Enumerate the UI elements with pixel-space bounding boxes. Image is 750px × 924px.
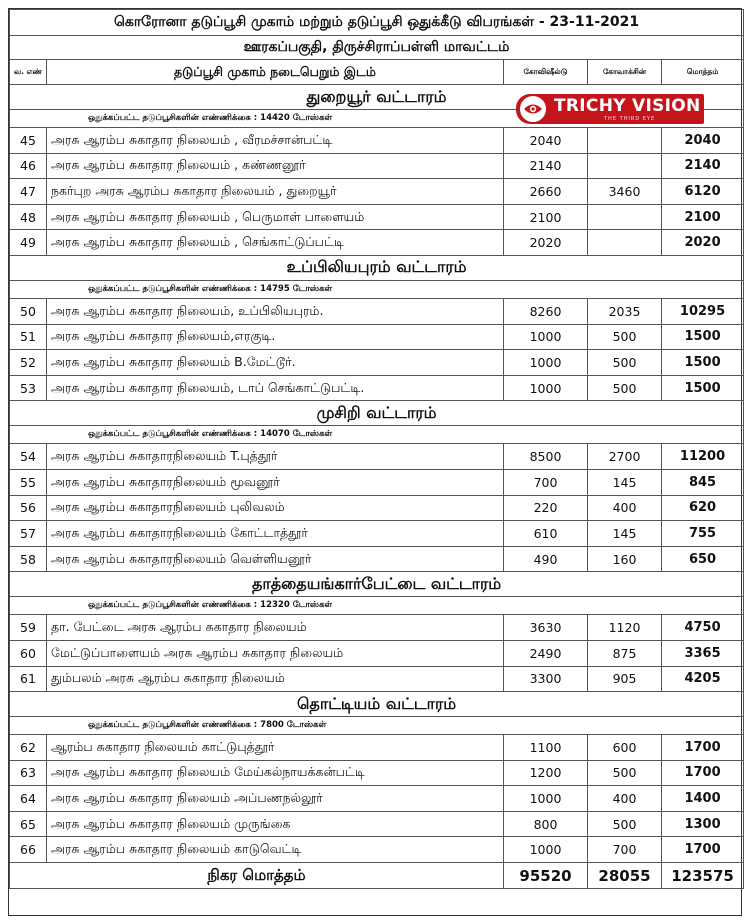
row-total: 2040 <box>662 128 744 154</box>
row-covishield: 610 <box>504 521 588 547</box>
row-place: அரசு ஆரம்ப சுகாதார நிலையம், டாப் செங்காட்டுபட்டி. <box>47 375 504 401</box>
grand-total-row <box>10 863 744 889</box>
column-header-row <box>10 60 744 85</box>
row-covaxin: 500 <box>588 324 662 350</box>
table-row <box>10 324 744 350</box>
row-covishield: 1000 <box>504 375 588 401</box>
row-covaxin: 400 <box>588 495 662 521</box>
row-covaxin: 145 <box>588 521 662 547</box>
row-place: அரசு ஆரம்ப சுகாதார நிலையம் அப்பணநல்லூர் <box>47 786 504 812</box>
table-row <box>10 735 744 761</box>
table-row <box>10 153 744 179</box>
row-place: அரசு ஆரம்ப சுகாதார நிலையம்,எரகுடி. <box>47 324 504 350</box>
row-covaxin <box>588 153 662 179</box>
block-doses-row <box>10 426 744 444</box>
row-place: அரசு ஆரம்ப சுகாதாரநிலையம் கோட்டாத்தூர் <box>47 521 504 547</box>
block-header-row <box>10 255 744 280</box>
row-sno: 47 <box>10 179 47 205</box>
row-covaxin: 500 <box>588 375 662 401</box>
table-row <box>10 615 744 641</box>
row-total: 1300 <box>662 811 744 837</box>
table-row <box>10 760 744 786</box>
block-header-row <box>10 692 744 717</box>
row-covaxin: 875 <box>588 640 662 666</box>
block-name: துறையூர் வட்டாரம் <box>10 85 744 110</box>
table-row <box>10 350 744 376</box>
row-covaxin: 2035 <box>588 298 662 324</box>
row-sno: 45 <box>10 128 47 154</box>
logo-tagline: THE THIRD EYE <box>604 116 656 122</box>
row-covishield: 490 <box>504 546 588 572</box>
table-row <box>10 837 744 863</box>
row-total: 11200 <box>662 444 744 470</box>
row-sno: 58 <box>10 546 47 572</box>
row-place: அரசு ஆரம்ப சுகாதாரநிலையம் வெள்ளியனூர் <box>47 546 504 572</box>
row-covishield: 2040 <box>504 128 588 154</box>
row-sno: 62 <box>10 735 47 761</box>
table-row <box>10 546 744 572</box>
row-sno: 46 <box>10 153 47 179</box>
row-covishield: 220 <box>504 495 588 521</box>
table-row <box>10 495 744 521</box>
row-covaxin: 400 <box>588 786 662 812</box>
row-covishield: 1000 <box>504 350 588 376</box>
row-covaxin: 2700 <box>588 444 662 470</box>
row-total: 650 <box>662 546 744 572</box>
row-covaxin: 160 <box>588 546 662 572</box>
row-place: அரசு ஆரம்ப சுகாதார நிலையம் முருங்கை <box>47 811 504 837</box>
table-row <box>10 666 744 692</box>
row-total: 845 <box>662 469 744 495</box>
row-covaxin <box>588 128 662 154</box>
table-row <box>10 128 744 154</box>
block-header-row <box>10 572 744 597</box>
row-place: அரசு ஆரம்ப சுகாதாரநிலையம் T.புத்தூர் <box>47 444 504 470</box>
row-place: அரசு ஆரம்ப சுகாதார நிலையம் , வீரமச்சான்பட்டி <box>47 128 504 154</box>
row-sno: 54 <box>10 444 47 470</box>
row-total: 620 <box>662 495 744 521</box>
row-sno: 63 <box>10 760 47 786</box>
block-name: உப்பிலியபுரம் வட்டாரம் <box>10 255 744 280</box>
row-sno: 60 <box>10 640 47 666</box>
row-total: 2100 <box>662 204 744 230</box>
grand-total-total: 123575 <box>662 863 744 889</box>
row-total: 1500 <box>662 324 744 350</box>
row-sno: 56 <box>10 495 47 521</box>
block-doses-note: ஒதுக்கப்பட்ட தடுப்பூசிகளின் எண்ணிக்கை : 7800 டோஸ்கள் <box>10 717 744 735</box>
block-doses-row <box>10 280 744 298</box>
table-row <box>10 640 744 666</box>
row-total: 6120 <box>662 179 744 205</box>
table-row <box>10 786 744 812</box>
row-total: 3365 <box>662 640 744 666</box>
row-sno: 65 <box>10 811 47 837</box>
row-covishield: 2140 <box>504 153 588 179</box>
row-place: தா. பேட்டை அரசு ஆரம்ப சுகாதார நிலையம் <box>47 615 504 641</box>
block-name: முசிறி வட்டாரம் <box>10 401 744 426</box>
table-row <box>10 444 744 470</box>
row-total: 10295 <box>662 298 744 324</box>
title-row <box>10 10 744 36</box>
row-total: 1700 <box>662 760 744 786</box>
block-doses-note: ஒதுக்கப்பட்ட தடுப்பூசிகளின் எண்ணிக்கை : 14420 டோஸ்கள் <box>10 110 744 128</box>
table-row <box>10 811 744 837</box>
row-place: ஆரம்ப சுகாதார நிலையம் காட்டுபுத்தூர் <box>47 735 504 761</box>
row-covishield: 3630 <box>504 615 588 641</box>
row-covaxin <box>588 230 662 256</box>
row-sno: 50 <box>10 298 47 324</box>
block-name: தாத்தையங்கார்பேட்டை வட்டாரம் <box>10 572 744 597</box>
block-doses-note: ஒதுக்கப்பட்ட தடுப்பூசிகளின் எண்ணிக்கை : 12320 டோஸ்கள் <box>10 597 744 615</box>
row-covishield: 8500 <box>504 444 588 470</box>
block-doses-row <box>10 597 744 615</box>
grand-total-covishield: 95520 <box>504 863 588 889</box>
column-header-sno: வ. எண் <box>10 60 47 85</box>
row-covishield: 1000 <box>504 324 588 350</box>
column-header-covishield: கோவிஷீல்டு <box>504 60 588 85</box>
table-row <box>10 298 744 324</box>
block-header-row <box>10 401 744 426</box>
row-sno: 64 <box>10 786 47 812</box>
row-place: தும்பலம் அரசு ஆரம்ப சுகாதார நிலையம் <box>47 666 504 692</box>
row-covaxin: 1120 <box>588 615 662 641</box>
row-place: அரசு ஆரம்ப சுகாதார நிலையம் மேய்கல்நாயக்கன்பட்டி <box>47 760 504 786</box>
eye-logo-icon <box>518 94 548 124</box>
row-sno: 55 <box>10 469 47 495</box>
row-sno: 51 <box>10 324 47 350</box>
row-covishield: 8260 <box>504 298 588 324</box>
row-covaxin: 3460 <box>588 179 662 205</box>
row-total: 1500 <box>662 375 744 401</box>
row-covaxin: 145 <box>588 469 662 495</box>
row-covishield: 2660 <box>504 179 588 205</box>
row-total: 1400 <box>662 786 744 812</box>
block-name: தொட்டியம் வட்டாரம் <box>10 692 744 717</box>
row-covaxin: 500 <box>588 350 662 376</box>
table-row <box>10 204 744 230</box>
row-place: அரசு ஆரம்ப சுகாதார நிலையம் காடுவெட்டி <box>47 837 504 863</box>
row-covishield: 1000 <box>504 786 588 812</box>
row-place: நகர்புற அரசு ஆரம்ப சுகாதார நிலையம் , துறையூர் <box>47 179 504 205</box>
table-row <box>10 521 744 547</box>
row-covishield: 2490 <box>504 640 588 666</box>
row-sno: 61 <box>10 666 47 692</box>
allocation-table <box>9 9 744 889</box>
row-total: 1500 <box>662 350 744 376</box>
row-covaxin: 700 <box>588 837 662 863</box>
row-sno: 53 <box>10 375 47 401</box>
column-header-place: தடுப்பூசி முகாம் நடைபெறும் இடம் <box>47 60 504 85</box>
row-total: 755 <box>662 521 744 547</box>
row-total: 1700 <box>662 735 744 761</box>
page-subtitle: ஊரகப்பகுதி, திருச்சிராப்பள்ளி மாவட்டம் <box>10 36 744 60</box>
block-doses-note: ஒதுக்கப்பட்ட தடுப்பூசிகளின் எண்ணிக்கை : 14795 டோஸ்கள் <box>10 280 744 298</box>
row-covaxin: 905 <box>588 666 662 692</box>
row-place: அரசு ஆரம்ப சுகாதார நிலையம் , பெருமாள் பாளையம் <box>47 204 504 230</box>
block-doses-row <box>10 717 744 735</box>
row-sno: 57 <box>10 521 47 547</box>
row-sno: 52 <box>10 350 47 376</box>
row-covishield: 700 <box>504 469 588 495</box>
block-doses-note: ஒதுக்கப்பட்ட தடுப்பூசிகளின் எண்ணிக்கை : 14070 டோஸ்கள் <box>10 426 744 444</box>
page-title: கொரோனா தடுப்பூசி முகாம் மற்றும் தடுப்பூசி ஒதுக்கீடு விபரங்கள் - 23-11-2021 <box>10 10 744 36</box>
row-covaxin: 600 <box>588 735 662 761</box>
subtitle-row <box>10 36 744 60</box>
row-sno: 48 <box>10 204 47 230</box>
row-covishield: 2100 <box>504 204 588 230</box>
row-covishield: 3300 <box>504 666 588 692</box>
row-total: 4205 <box>662 666 744 692</box>
row-place: அரசு ஆரம்ப சுகாதாரநிலையம் மூவனூர் <box>47 469 504 495</box>
row-sno: 49 <box>10 230 47 256</box>
row-covaxin <box>588 204 662 230</box>
row-total: 1700 <box>662 837 744 863</box>
row-sno: 66 <box>10 837 47 863</box>
logo-brand-text: TRICHY VISION <box>554 96 701 116</box>
row-total: 2140 <box>662 153 744 179</box>
row-total: 4750 <box>662 615 744 641</box>
table-row <box>10 230 744 256</box>
row-covishield: 1200 <box>504 760 588 786</box>
row-covaxin: 500 <box>588 760 662 786</box>
grand-total-label: நிகர மொத்தம் <box>10 863 504 889</box>
row-covishield: 1100 <box>504 735 588 761</box>
row-covaxin: 500 <box>588 811 662 837</box>
row-place: அரசு ஆரம்ப சுகாதார நிலையம் B.மேட்டூர். <box>47 350 504 376</box>
trichy-vision-logo <box>516 92 704 128</box>
row-covishield: 1000 <box>504 837 588 863</box>
row-place: அரசு ஆரம்ப சுகாதார நிலையம், உப்பிலியபுரம். <box>47 298 504 324</box>
row-place: மேட்டுப்பாளையம் அரசு ஆரம்ப சுகாதார நிலையம் <box>47 640 504 666</box>
vaccination-allocation-sheet <box>8 8 742 916</box>
row-covishield: 800 <box>504 811 588 837</box>
row-place: அரசு ஆரம்ப சுகாதாரநிலையம் புலிவலம் <box>47 495 504 521</box>
table-row <box>10 179 744 205</box>
row-total: 2020 <box>662 230 744 256</box>
column-header-covaxin: கோவாக்சின் <box>588 60 662 85</box>
table-row <box>10 469 744 495</box>
column-header-total: மொத்தம் <box>662 60 744 85</box>
row-place: அரசு ஆரம்ப சுகாதார நிலையம் , கண்ணனூர் <box>47 153 504 179</box>
grand-total-covaxin: 28055 <box>588 863 662 889</box>
table-row <box>10 375 744 401</box>
row-covishield: 2020 <box>504 230 588 256</box>
row-sno: 59 <box>10 615 47 641</box>
row-place: அரசு ஆரம்ப சுகாதார நிலையம் , செங்காட்டுப்பட்டி <box>47 230 504 256</box>
